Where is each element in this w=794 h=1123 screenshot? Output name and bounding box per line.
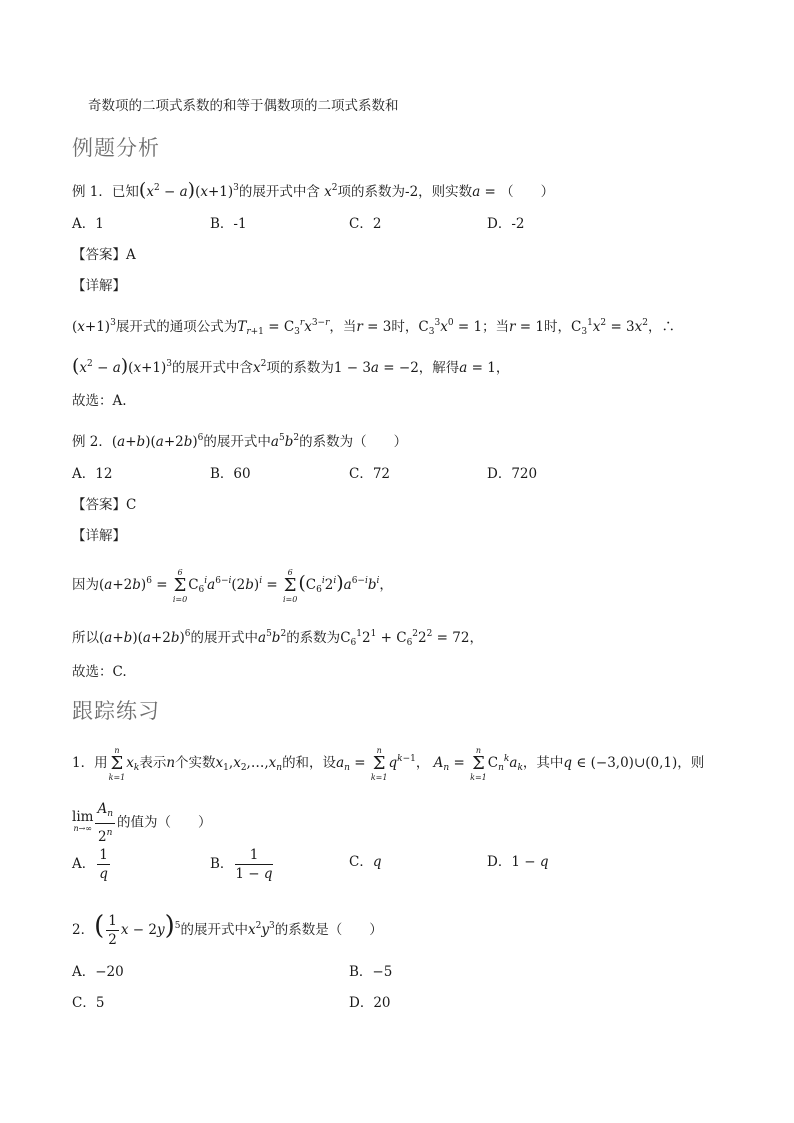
example-1-choice: 故选：A. — [72, 393, 127, 409]
example-2-detail-label: 【详解】 — [72, 528, 126, 544]
example-2-option-c: C．72 — [349, 466, 391, 482]
section-title-examples: 例题分析 — [72, 136, 160, 160]
practice-2-option-b: B．−5 — [349, 964, 393, 980]
example-2-choice: 故选：C. — [72, 664, 127, 680]
example-2-option-d: D．720 — [487, 466, 538, 482]
example-2-detail-line-2: 所以$(a+b)(a+2b)^6$的展开式中$a^5b^2$的系数为$C_6^12^1 + C_6^22^2 = 72$， — [72, 629, 483, 648]
example-1-option-d: D．-2 — [487, 216, 525, 232]
example-1-detail-line-2: $(x^2 - a)(x+1)^3$的展开式中含$x^2$项的系数为1 − 3a = −2，解得a = 1， — [72, 355, 510, 377]
example-2-option-b: B．60 — [210, 466, 251, 482]
section-title-practice: 跟踪练习 — [72, 699, 160, 723]
practice-2-question: 2．( $\frac{1}{2}$ x − 2y)$^5$的展开式中$x^2y^3$的系数是（ ） — [72, 911, 383, 948]
intro-line: 奇数项的二项式系数的和等于偶数项的二项式系数和 — [88, 98, 399, 114]
practice-1-question: 1．用 n Σ k=1 $x_k$表示n个实数$x_1,x_2,\dots,x_n$的和，设$a_n$ = n Σ k=1 $q^{k-1}$， $A_n$ = n Σ k=1 $C_n^ka_k$，其中q ∈ (−3,0)∪(0,1)，则 — [72, 745, 705, 782]
example-1-answer: 【答案】A — [72, 247, 136, 263]
practice-1-option-b: B． $\frac{1}{1 - q}$ — [210, 847, 273, 882]
example-1-option-c: C．2 — [349, 216, 382, 232]
example-2-option-a: A．12 — [72, 466, 113, 482]
practice-2-option-a: A．−20 — [72, 964, 124, 980]
example-2-detail-line-1: 因为$(a+2b)^6$ = 6 Σ i=0 $C_6^ia^{6-i}(2b)^i$ = 6 Σ i=0 $(C_6^i2^i)a^{6-i}b^i$， — [72, 567, 393, 604]
practice-1-option-c: C．q — [349, 854, 382, 870]
example-1-detail-label: 【详解】 — [72, 278, 126, 294]
example-1-option-b: B．-1 — [210, 216, 247, 232]
practice-1-option-a: A． $\frac{1}{q}$ — [72, 847, 108, 882]
practice-2-option-d: D．20 — [349, 995, 391, 1011]
practice-2-option-c: C．5 — [72, 995, 105, 1011]
example-2-question: 例 2．$(a+b)(a+2b)^6$的展开式中$a^5b^2$的系数为（ ） — [72, 433, 408, 450]
example-2-answer: 【答案】C — [72, 497, 137, 513]
example-1-question: 例 1．已知$(x^2 - a)(x+1)^3$的展开式中含 $x^2$项的系数为-2，则实数a = （ ） — [72, 179, 555, 201]
example-1-detail-line-1: $(x+1)^3$展开式的通项公式为$T_{r+1} = C_3^rx^{3-r}$，当r = 3时，$C_3^3x^0 = 1$；当r = 1时，$C_3^1x^2 = 3x^2$，∴ — [72, 318, 675, 337]
practice-1-option-d: D．1 − q — [487, 854, 549, 870]
practice-1-question-cont: lim n→∞ $\frac{A_n}{2^n}$ 的值为（ ） — [72, 801, 212, 845]
example-1-option-a: A．1 — [72, 216, 104, 232]
